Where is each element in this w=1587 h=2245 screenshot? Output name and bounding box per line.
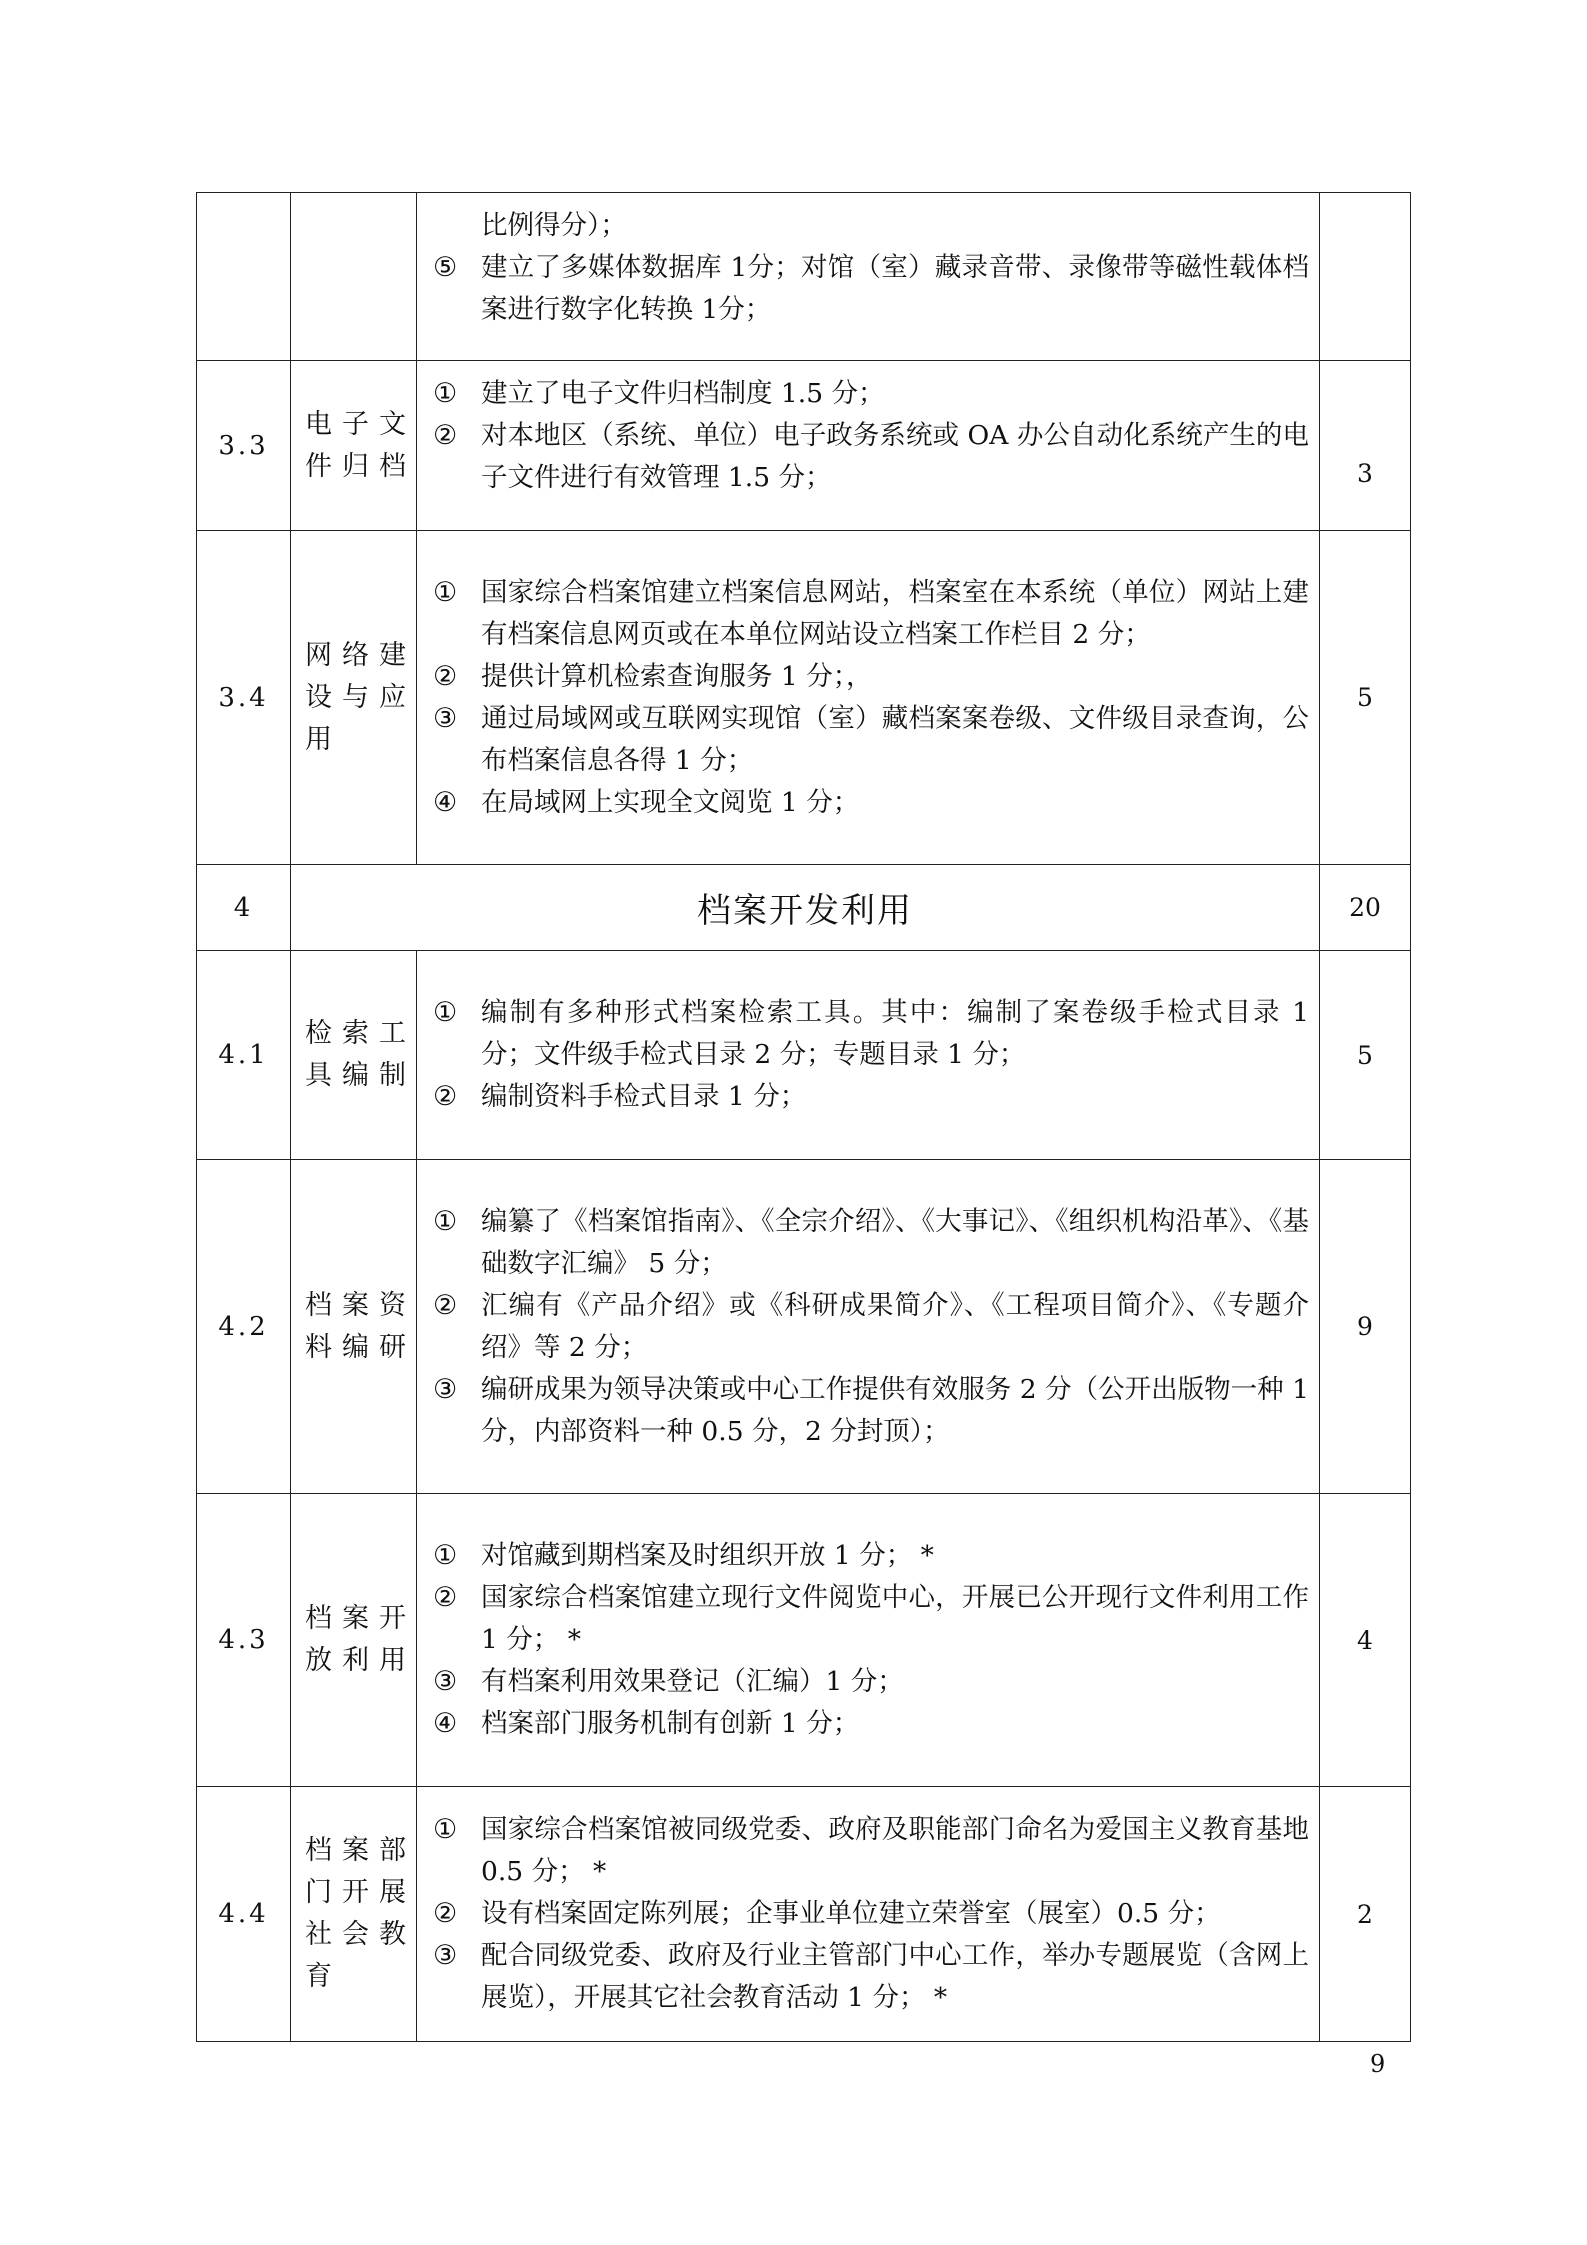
table-row: [197, 951, 1411, 1160]
circled-number: ③: [433, 702, 458, 734]
criterion: [433, 1577, 1309, 1661]
criterion-text: 提供计算机检索查询服务 1 分；，: [481, 660, 873, 692]
criterion-text: 国家综合档案馆建立现行文件阅览中心，开展已公开现行文件利用工作 1 分； *: [481, 1582, 1309, 1655]
criterion-text: 编制有多种形式档案检索工具。其中：编制了案卷级手检式目录 1 分；文件级手检式目录 2 分；专题目录 1 分；: [481, 997, 1309, 1070]
circled-number: ②: [433, 1289, 458, 1321]
item-number: 4.4: [197, 1787, 291, 2042]
page-number: 9: [1370, 2050, 1386, 2078]
item-name: 电子文件归档: [291, 361, 417, 531]
criterion: [433, 1201, 1309, 1285]
criterion: [433, 1661, 1309, 1703]
circled-number: ②: [433, 1582, 458, 1613]
criterion: [433, 1369, 1309, 1453]
item-number: [197, 193, 291, 361]
item-name: 档案资料编研: [291, 1160, 417, 1494]
criterion-text: 国家综合档案馆建立档案信息网站，档案室在本系统（单位）网站上建有档案信息网页或在本单位网站设立档案工作栏目 2 分；: [481, 576, 1309, 650]
criterion-text: 国家综合档案馆被同级党委、政府及职能部门命名为爱国主义教育基地 0.5 分； *: [481, 1814, 1309, 1887]
table-row: [197, 193, 1411, 361]
item-name: 档案开放利用: [291, 1494, 417, 1787]
criterion: [433, 656, 1309, 698]
evaluation-table: [196, 192, 1411, 2042]
criterion: [433, 782, 1309, 824]
criterion: [433, 1893, 1309, 1935]
criterion: [433, 1703, 1309, 1745]
criterion-text: 对本地区（系统、单位）电子政务系统或 OA 办公自动化系统产生的电子文件进行有效管理 1.5 分；: [481, 420, 1309, 493]
circled-number: ④: [433, 786, 458, 818]
item-number: 4.1: [197, 951, 291, 1160]
item-criteria: [417, 951, 1320, 1160]
circled-number: ①: [433, 1205, 458, 1237]
circled-number: ②: [433, 1898, 458, 1929]
item-number: 3.3: [197, 361, 291, 531]
circled-number: ②: [433, 660, 458, 692]
item-criteria: [417, 193, 1320, 361]
circled-number: ②: [433, 420, 458, 451]
circled-number: ③: [433, 1940, 458, 1971]
criterion-text: 档案部门服务机制有创新 1 分；: [481, 1708, 860, 1739]
criterion-text: 有档案利用效果登记（汇编）1 分；: [481, 1666, 904, 1697]
criterion: [433, 1285, 1309, 1369]
item-score: 5: [1320, 531, 1411, 865]
criterion-text: 通过局域网或互联网实现馆（室）藏档案案卷级、文件级目录查询，公布档案信息各得 1 分；: [481, 702, 1309, 776]
table-row: [197, 1494, 1411, 1787]
criterion-text: 编纂了《档案馆指南》、《全宗介绍》、《大事记》、《组织机构沿革》、《基础数字汇编》 5 分；: [481, 1205, 1309, 1279]
criterion-text: 编制资料手检式目录 1 分；: [481, 1081, 807, 1112]
criterion: [433, 1535, 1309, 1577]
circled-number: ①: [433, 1814, 458, 1845]
criterion: [433, 572, 1309, 656]
criterion-text: 编研成果为领导决策或中心工作提供有效服务 2 分（公开出版物一种 1 分，内部资料一种 0.5 分，2 分封顶）；: [481, 1373, 1309, 1447]
criterion-text: 设有档案固定陈列展；企事业单位建立荣誉室（展室）0.5 分；: [481, 1898, 1221, 1929]
circled-number: ③: [433, 1373, 458, 1405]
item-number: 3.4: [197, 531, 291, 865]
circled-number: ①: [433, 1540, 458, 1571]
item-score: 5: [1320, 951, 1411, 1160]
criterion-text: 在局域网上实现全文阅览 1 分；: [481, 786, 860, 818]
criterion: [433, 373, 1309, 415]
item-criteria: [417, 361, 1320, 531]
criterion-text: 建立了电子文件归档制度 1.5 分；: [481, 378, 885, 409]
criterion-text: 汇编有《产品介绍》或《科研成果简介》、《工程项目简介》、《专题介绍》等 2 分；: [481, 1289, 1309, 1363]
circled-number: ⑤: [433, 252, 458, 283]
circled-number: ①: [433, 997, 458, 1028]
item-score: 2: [1320, 1787, 1411, 2042]
table-row: [197, 1160, 1411, 1494]
criterion-text: 建立了多媒体数据库 1分；对馆（室）藏录音带、录像带等磁性载体档案进行数字化转换 1分；: [481, 252, 1309, 325]
criterion: [433, 415, 1309, 499]
item-criteria: [417, 1787, 1320, 2042]
criterion-text: 配合同级党委、政府及行业主管部门中心工作，举办专题展览（含网上展览），开展其它社会教育活动 1 分； *: [481, 1940, 1309, 2013]
item-number: 4.2: [197, 1160, 291, 1494]
table-row: [197, 1787, 1411, 2042]
table-row: [197, 531, 1411, 865]
section-row: [197, 865, 1411, 951]
item-score: 3: [1320, 361, 1411, 531]
item-name: [291, 193, 417, 361]
criterion: [433, 1935, 1309, 2019]
circled-number: ④: [433, 1708, 458, 1739]
item-criteria: [417, 531, 1320, 865]
item-score: [1320, 193, 1411, 361]
circled-number: ②: [433, 1081, 458, 1112]
section-title: 档案开发利用: [291, 865, 1320, 951]
criterion-text: 对馆藏到期档案及时组织开放 1 分； *: [481, 1540, 934, 1571]
item-name: 网络建设与应用: [291, 531, 417, 865]
item-name: 档案部门开展社会教育: [291, 1787, 417, 2042]
criterion: [433, 992, 1309, 1076]
section-score: 20: [1320, 865, 1411, 951]
criterion: [433, 698, 1309, 782]
criterion: [433, 247, 1309, 331]
item-criteria: [417, 1160, 1320, 1494]
item-score: 4: [1320, 1494, 1411, 1787]
criterion-text: 比例得分）；: [481, 210, 627, 241]
table-row: [197, 361, 1411, 531]
criterion: [433, 1076, 1309, 1118]
item-criteria: [417, 1494, 1320, 1787]
circled-number: ③: [433, 1666, 458, 1697]
item-number: 4.3: [197, 1494, 291, 1787]
section-number: 4: [197, 865, 291, 951]
item-name: 检索工具编制: [291, 951, 417, 1160]
circled-number: ①: [433, 576, 458, 608]
circled-number: ①: [433, 378, 458, 409]
criterion: [433, 1809, 1309, 1893]
item-score: 9: [1320, 1160, 1411, 1494]
